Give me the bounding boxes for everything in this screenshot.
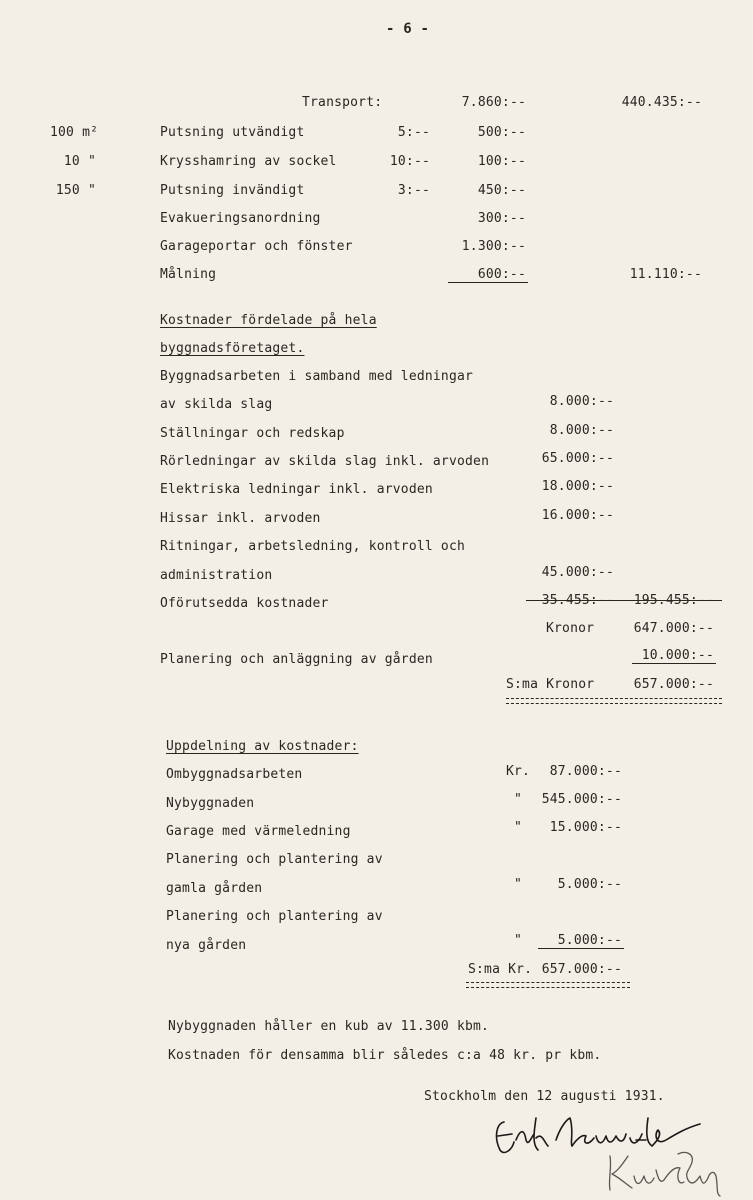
item-amount: 600:-- — [477, 267, 526, 282]
note-line: Nybyggnaden håller en kub av 11.300 kbm. — [168, 1019, 490, 1034]
cost-row-text: av skilda slag — [160, 397, 273, 412]
item-name: Garageportar och fönster — [160, 239, 353, 254]
split-row-text: gamla gården — [166, 881, 263, 896]
double-rule — [466, 987, 630, 988]
item-amount: 450:-- — [477, 183, 526, 198]
split-row-text: Planering och plantering av — [166, 909, 383, 924]
cost-row-text: Hissar inkl. arvoden — [160, 511, 321, 526]
section2-heading-line1: Kostnader fördelade på hela — [160, 313, 377, 328]
cost-row-amount: 45.000:-- — [541, 565, 614, 580]
signature-knut-ruby — [598, 1146, 728, 1194]
cost-row-amount: 8.000:-- — [549, 423, 614, 438]
split-row-amount: 15.000:-- — [549, 820, 622, 835]
kronor-label: Kronor — [546, 621, 595, 636]
split-sum-value: 657.000:-- — [541, 962, 622, 977]
sum-label: S:ma Kronor — [506, 677, 595, 692]
split-row-mark: " — [514, 933, 523, 948]
cost-row-text: Oförutsedda kostnader — [160, 596, 329, 611]
underline-rule — [632, 663, 716, 664]
item-name: Putsning utvändigt — [160, 125, 305, 140]
cost-row-amount: 16.000:-- — [541, 508, 614, 523]
double-rule — [506, 703, 722, 704]
item-price: 10:-- — [389, 154, 430, 169]
split-row-mark: " — [514, 792, 523, 807]
cost-row-text: Ritningar, arbetsledning, kontroll och — [160, 539, 466, 554]
page-number: - 6 - — [386, 21, 430, 37]
section1-total: 11.110:-- — [629, 267, 702, 282]
split-row-mark: Kr. — [506, 764, 531, 779]
cost-row-text: administration — [160, 568, 273, 583]
planering-text: Planering och anläggning av gården — [160, 652, 433, 667]
section2-subtotal: 195.455:-- — [633, 593, 714, 608]
item-qty: 100 m² — [50, 125, 99, 140]
split-row-mark: " — [514, 820, 523, 835]
underline-rule — [538, 948, 624, 949]
cost-row-amount: 8.000:-- — [549, 394, 614, 409]
item-amount: 1.300:-- — [461, 239, 526, 254]
split-row-text: Planering och plantering av — [166, 852, 383, 867]
item-qty: 150 " — [55, 183, 96, 198]
item-name: Krysshamring av sockel — [160, 154, 337, 169]
note-line: Kostnaden för densamma blir således c:a 48 kr. pr kbm. — [168, 1048, 602, 1063]
split-row-text: Garage med värmeledning — [166, 824, 351, 839]
transport-total: 440.435:-- — [621, 95, 702, 110]
double-rule — [506, 698, 722, 699]
split-row-text: nya gården — [166, 938, 247, 953]
cost-row-amount: 35.455:-- — [541, 593, 614, 608]
split-row-amount: 545.000:-- — [541, 792, 622, 807]
item-name: Evakueringsanordning — [160, 211, 321, 226]
underline-rule — [448, 282, 528, 283]
item-qty: 10 " — [63, 154, 96, 169]
sum-value: 657.000:-- — [633, 677, 714, 692]
split-row-mark: " — [514, 877, 523, 892]
split-row-text: Ombyggnadsarbeten — [166, 767, 303, 782]
planering-value: 10.000:-- — [641, 648, 714, 663]
split-row-amount: 5.000:-- — [557, 933, 622, 948]
cost-row-text: Ställningar och redskap — [160, 426, 345, 441]
item-price: 3:-- — [397, 183, 430, 198]
section2-heading-line2: byggnadsföretaget. — [160, 341, 305, 356]
item-name: Målning — [160, 267, 217, 282]
cost-row-amount: 65.000:-- — [541, 451, 614, 466]
section3-heading: Uppdelning av kostnader: — [166, 739, 359, 754]
kronor-value: 647.000:-- — [633, 621, 714, 636]
item-name: Putsning invändigt — [160, 183, 305, 198]
item-amount: 500:-- — [477, 125, 526, 140]
item-amount: 300:-- — [477, 211, 526, 226]
transport-amount: 7.860:-- — [461, 95, 526, 110]
split-row-amount: 87.000:-- — [549, 764, 622, 779]
transport-label: Transport: — [302, 95, 383, 110]
split-sum-label: S:ma Kr. — [468, 962, 533, 977]
cost-row-text: Rörledningar av skilda slag inkl. arvoden — [160, 454, 490, 469]
item-amount: 100:-- — [477, 154, 526, 169]
cost-row-amount: 18.000:-- — [541, 479, 614, 494]
cost-row-text: Byggnadsarbeten i samband med ledningar — [160, 369, 474, 384]
split-row-amount: 5.000:-- — [557, 877, 622, 892]
item-price: 5:-- — [397, 125, 430, 140]
split-row-text: Nybyggnaden — [166, 796, 255, 811]
cost-row-text: Elektriska ledningar inkl. arvoden — [160, 482, 433, 497]
place-date: Stockholm den 12 augusti 1931. — [424, 1089, 665, 1104]
double-rule — [466, 982, 630, 983]
